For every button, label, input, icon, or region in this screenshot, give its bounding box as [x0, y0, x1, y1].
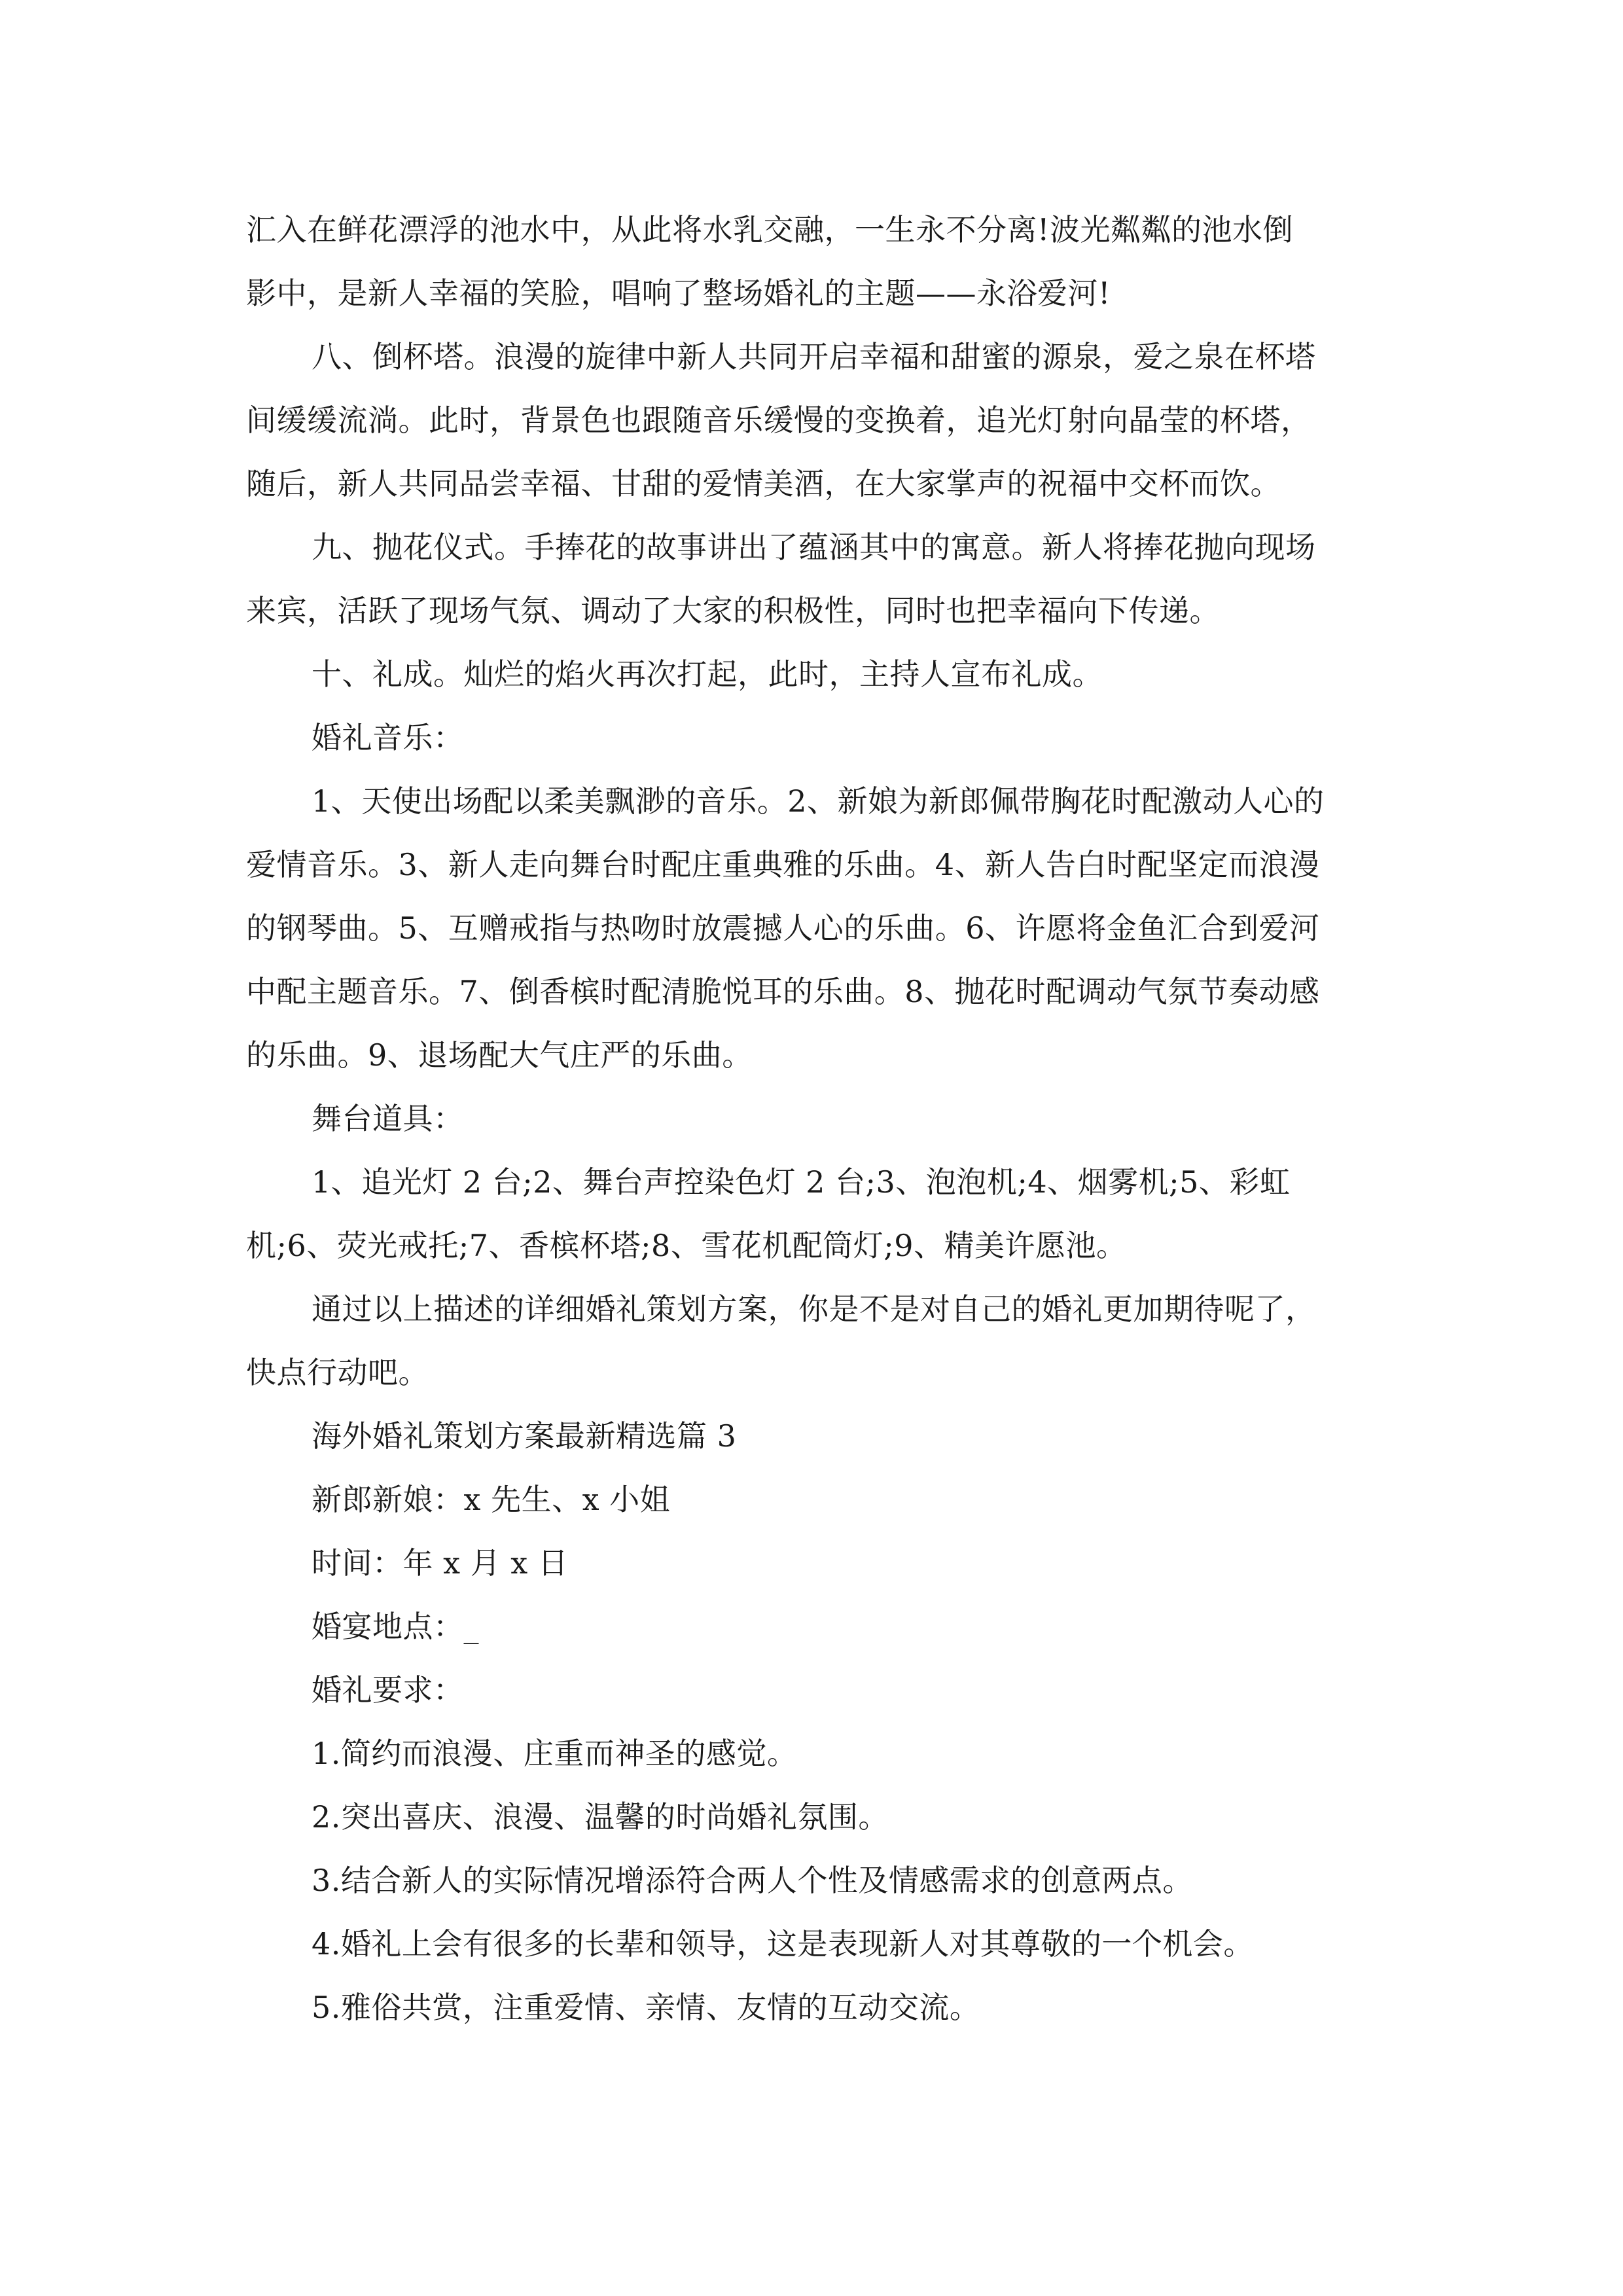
text-line: 影中，是新人幸福的笑脸，唱响了整场婚礼的主题——永浴爱河!	[246, 276, 1111, 311]
text-line: 新郎新娘：x 先生、x 小姐	[312, 1482, 671, 1517]
text-line: 时间：年 x 月 x 日	[312, 1545, 569, 1581]
paragraph-continuation	[246, 198, 1398, 325]
paragraph-closing	[246, 1278, 1398, 1405]
paragraph-step-9	[246, 516, 1398, 643]
section-heading-requirements	[246, 1659, 1398, 1722]
text-line: 九、抛花仪式。手捧花的故事讲出了蕴涵其中的寓意。新人将捧花抛向现场	[312, 529, 1316, 565]
text-line: 机;6、荧光戒托;7、香槟杯塔;8、雪花机配筒灯;9、精美许愿池。	[246, 1228, 1127, 1263]
paragraph-props-list	[246, 1151, 1398, 1278]
section-heading-stage-props	[246, 1087, 1398, 1151]
requirement-item	[246, 1722, 1398, 1785]
text-line: 婚宴地点：_	[312, 1609, 479, 1644]
text-line: 婚礼要求：	[312, 1672, 464, 1708]
text-line: 舞台道具：	[312, 1101, 464, 1136]
requirement-item	[246, 1849, 1398, 1912]
requirement-item	[246, 1785, 1398, 1849]
text-line: 1.简约而浪漫、庄重而神圣的感觉。	[312, 1736, 798, 1771]
text-line: 间缓缓流淌。此时，背景色也跟随音乐缓慢的变换着，追光灯射向晶莹的杯塔，	[246, 403, 1311, 438]
text-line: 1、追光灯 2 台;2、舞台声控染色灯 2 台;3、泡泡机;4、烟雾机;5、彩虹	[312, 1164, 1291, 1200]
text-line: 随后，新人共同品尝幸福、甘甜的爱情美酒，在大家掌声的祝福中交杯而饮。	[246, 466, 1281, 501]
text-line: 的钢琴曲。5、互赠戒指与热吻时放震撼人心的乐曲。6、许愿将金鱼汇合到爱河	[246, 910, 1320, 946]
section-title-plan-3	[246, 1405, 1398, 1468]
text-line: 汇入在鲜花漂浮的池水中，从此将水乳交融，一生永不分离!波光粼粼的池水倒	[246, 212, 1293, 247]
section-heading-wedding-music	[246, 706, 1398, 770]
text-line: 婚礼音乐：	[312, 720, 464, 755]
text-line: 爱情音乐。3、新人走向舞台时配庄重典雅的乐曲。4、新人告白时配坚定而浪漫	[246, 847, 1320, 882]
text-line: 1、天使出场配以柔美飘渺的音乐。2、新娘为新郎佩带胸花时配激动人心的	[312, 783, 1325, 819]
text-line: 2.突出喜庆、浪漫、温馨的时尚婚礼氛围。	[312, 1799, 889, 1835]
paragraph-step-8	[246, 325, 1398, 516]
text-line: 4.婚礼上会有很多的长辈和领导，这是表现新人对其尊敬的一个机会。	[312, 1926, 1254, 1962]
field-date	[246, 1532, 1398, 1595]
text-line: 快点行动吧。	[246, 1355, 429, 1390]
text-line: 八、倒杯塔。浪漫的旋律中新人共同开启幸福和甜蜜的源泉，爱之泉在杯塔	[312, 339, 1316, 374]
field-couple	[246, 1468, 1398, 1532]
paragraph-step-10	[246, 643, 1398, 706]
requirement-item	[246, 1912, 1398, 1976]
requirement-item	[246, 1976, 1398, 2039]
text-line: 的乐曲。9、退场配大气庄严的乐曲。	[246, 1037, 753, 1073]
document-body	[246, 198, 1398, 2039]
text-line: 通过以上描述的详细婚礼策划方案，你是不是对自己的婚礼更加期待呢了，	[312, 1291, 1316, 1327]
paragraph-music-list	[246, 770, 1398, 1087]
text-line: 海外婚礼策划方案最新精选篇 3	[312, 1418, 737, 1454]
text-line: 十、礼成。灿烂的焰火再次打起，此时，主持人宣布礼成。	[312, 656, 1103, 692]
text-line: 5.雅俗共赏，注重爱情、亲情、友情的互动交流。	[312, 1990, 980, 2025]
text-line: 来宾，活跃了现场气氛、调动了大家的积极性，同时也把幸福向下传递。	[246, 593, 1220, 628]
field-venue	[246, 1595, 1398, 1659]
text-line: 中配主题音乐。7、倒香槟时配清脆悦耳的乐曲。8、抛花时配调动气氛节奏动感	[246, 974, 1320, 1009]
text-line: 3.结合新人的实际情况增添符合两人个性及情感需求的创意两点。	[312, 1863, 1193, 1898]
